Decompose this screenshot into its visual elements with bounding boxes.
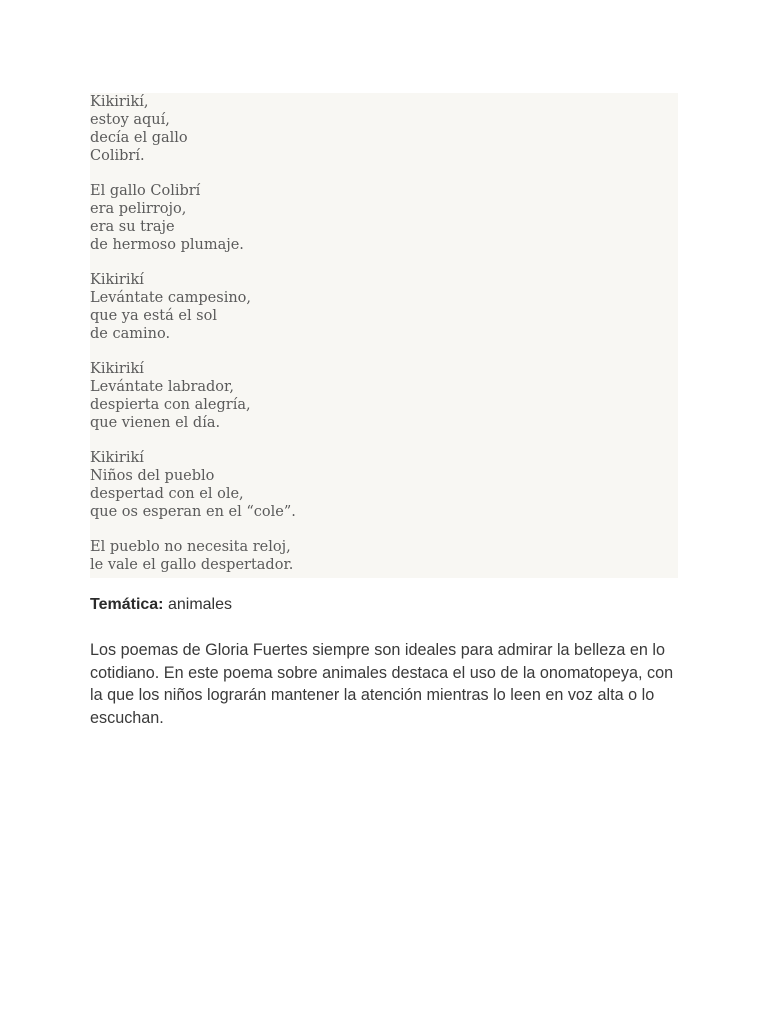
- poem-description: Los poemas de Gloria Fuertes siempre son ideales para admirar la belleza en lo cotidiano. En este poema sobre animales destaca el uso de la onomatopeya, con la que los niños lograrán mantener la atención mientras lo leen en voz alta o lo escuchan.: [90, 641, 674, 727]
- poem-verse: de hermoso plumaje.: [90, 237, 244, 253]
- poem-verse: que ya está el sol: [90, 308, 217, 324]
- poem-verse: decía el gallo: [90, 130, 188, 146]
- poem-stanza: [90, 271, 678, 343]
- poem-verse: Kikirikí: [90, 361, 144, 377]
- poem-box: [90, 93, 678, 578]
- poem-verse: Kikirikí,: [90, 94, 149, 110]
- poem-verse: despertad con el ole,: [90, 486, 244, 502]
- poem-stanza: [90, 449, 678, 521]
- poem-stanza: [90, 182, 678, 254]
- poem-verse: estoy aquí,: [90, 112, 170, 128]
- poem-verse: Levántate campesino,: [90, 290, 252, 306]
- poem-verse: de camino.: [90, 326, 171, 342]
- poem-verse: Kikirikí: [90, 450, 144, 466]
- poem-verse: que os esperan en el “cole”.: [90, 504, 296, 520]
- poem-verse: era su traje: [90, 219, 175, 235]
- poem-verse: Levántate labrador,: [90, 379, 234, 395]
- poem-verse: El pueblo no necesita reloj,: [90, 539, 291, 555]
- tematica-label: Temática:: [90, 596, 164, 613]
- poem-verse: Kikirikí: [90, 272, 144, 288]
- poem-verse: Niños del pueblo: [90, 468, 215, 484]
- poem-stanza: [90, 538, 678, 574]
- tematica-value: animales: [167, 596, 232, 613]
- poem-verse: El gallo Colibrí: [90, 183, 201, 199]
- poem-verse: que vienen el día.: [90, 415, 221, 431]
- poem-stanza: [90, 360, 678, 432]
- tematica-line: [90, 594, 232, 616]
- poem-stanza: [90, 93, 678, 165]
- poem-verse: despierta con alegría,: [90, 397, 251, 413]
- poem-verse: era pelirrojo,: [90, 201, 187, 217]
- poem-verse: Colibrí.: [90, 148, 145, 164]
- poem-verse: le vale el gallo despertador.: [90, 557, 294, 573]
